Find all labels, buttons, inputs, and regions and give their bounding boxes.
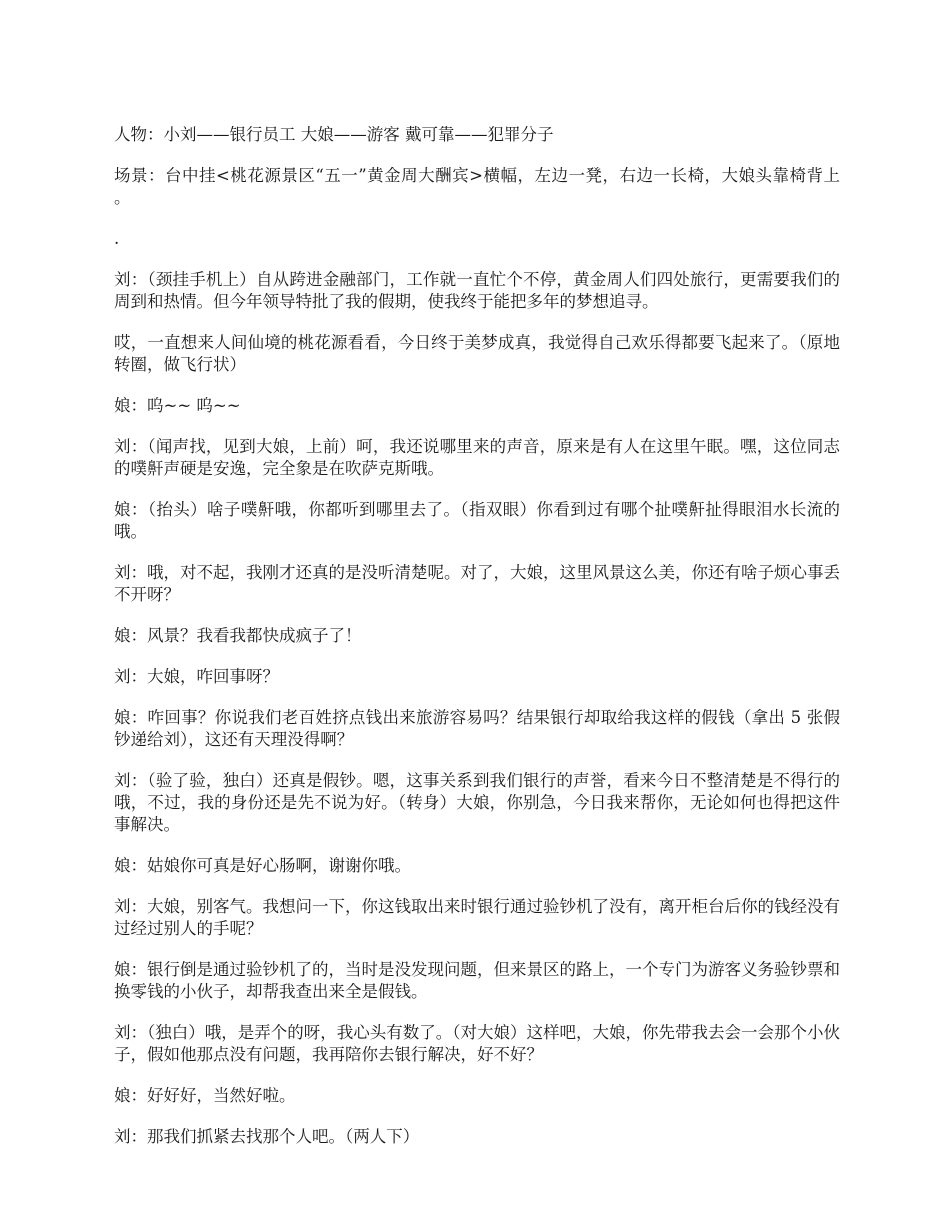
cast-list: 人物：小刘——银行员工 大娘——游客 戴可靠——犯罪分子 xyxy=(114,125,554,144)
dialogue-line: 刘：（颈挂手机上）自从跨进金融部门，工作就一直忙个不停，黄金周人们四处旅行，更需要我们的周到和热情。但今年领导特批了我的假期，使我终于能把多年的梦想追寻。 xyxy=(114,270,840,311)
dialogue-line: 娘：咋回事？你说我们老百姓挤点钱出来旅游容易吗？结果银行却取给我这样的假钱（拿出 5 张假钞递给刘），这还有天理没得啊？ xyxy=(114,708,840,749)
dialogue-line: 娘：（抬头）啥子噗鼾哦，你都听到哪里去了。（指双眼）你看到过有哪个扯噗鼾扯得眼泪水长流的哦。 xyxy=(114,500,840,541)
dialogue-line: 娘：呜~~ 呜~~ xyxy=(114,396,241,415)
dialogue-line: 娘：银行倒是通过验钞机了的，当时是没发现问题，但来景区的路上，一个专门为游客义务验钞票和换零钱的小伙子，却帮我查出来全是假钱。 xyxy=(114,960,840,1001)
dialogue-line: 刘：那我们抓紧去找那个人吧。（两人下） xyxy=(114,1127,420,1146)
dialogue-line: 刘：大娘，咋回事呀？ xyxy=(114,667,279,686)
dialogue-line: 刘：（验了验，独白）还真是假钞。嗯，这事关系到我们银行的声誉，看来今日不整清楚是不得行的哦，不过，我的身份还是先不说为好。（转身）大娘，你别急，今日我来帮你，无论如何也得把这件事解决。 xyxy=(114,771,840,834)
dialogue-line: 娘：风景？我看我都快成疯子了！ xyxy=(114,626,362,645)
separator-dot: . xyxy=(114,229,120,248)
dialogue-line: 刘：哦，对不起，我刚才还真的是没听清楚呢。对了，大娘，这里风景这么美，你还有啥子烦心事丢不开呀？ xyxy=(114,563,840,604)
script-text xyxy=(114,124,840,1167)
scene-description: 场景：台中挂<桃花源景区“五一”黄金周大酬宾>横幅，左边一凳，右边一长椅，大娘头靠椅背上 。 xyxy=(114,166,840,207)
dialogue-line: 娘：姑娘你可真是好心肠啊，谢谢你哦。 xyxy=(114,856,411,875)
dialogue-line: 娘：好好好，当然好啦。 xyxy=(114,1086,296,1105)
dialogue-line: 刘：（闻声找，见到大娘，上前）呵，我还说哪里来的声音，原来是有人在这里午眠。嘿，这位同志的噗鼾声硬是安逸，完全象是在吹萨克斯哦。 xyxy=(114,437,840,478)
dialogue-line: 刘：大娘，别客气。我想问一下，你这钱取出来时银行通过验钞机了没有，离开柜台后你的钱经没有过经过别人的手呢？ xyxy=(114,897,840,938)
dialogue-line: 刘：（独白）哦，是弄个的呀，我心头有数了。（对大娘）这样吧，大娘，你先带我去会一会那个小伙子，假如他那点没有问题，我再陪你去银行解决，好不好？ xyxy=(114,1023,840,1064)
dialogue-line: 哎，一直想来人间仙境的桃花源看看，今日终于美梦成真，我觉得自己欢乐得都要飞起来了。（原地转圈，做飞行状） xyxy=(114,333,840,374)
